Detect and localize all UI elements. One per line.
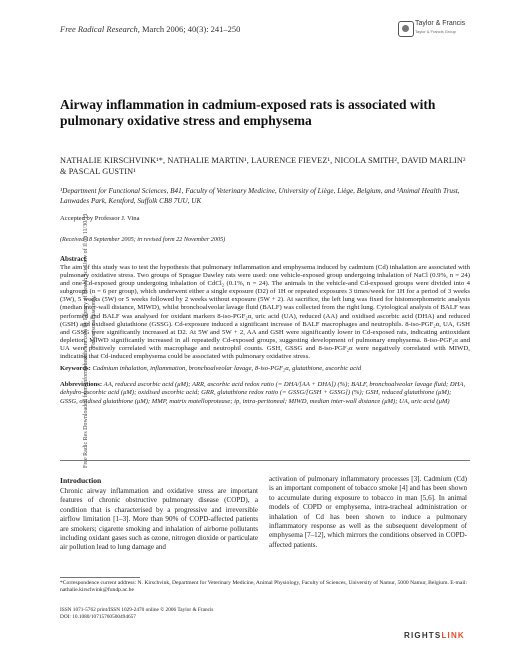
- keywords-label: Keywords:: [60, 365, 91, 372]
- introduction-column-right: activation of pulmonary inflammatory processes [3]. Cadmium (Cd) is an important component of tobacco smoke [4] and has been shown to accumulate during exposure to tobacco in man [5,6]. In animal models of COPD or emphysema, intra-tracheal administration or inhalation of Cd has been shown to induce a pulmonary inflammatory response as well as the subsequent development of emphysema [7–12], which mirrors the conditions observed in COPD-affected patients.: [269, 475, 467, 549]
- abbreviations: [60, 381, 470, 406]
- abstract-text: The aim of this study was to test the hypothesis that pulmonary inflammation and emphysema induced by cadmium (Cd) inhalation are associated with pulmonary oxidative stress. Two groups of Sprague Dawley rats were used: one vehicle-exposed group undergoing inhalation of NaCl (0.9%, n = 24) and one Cd-exposed group undergoing inhalation of CdCl₂ (0.1%, n = 24). The animals in the vehicle-and Cd-exposed groups were divided into 4 subgroups (n = 6 per group), which underwent either a single exposure (D2) of 1H or repeated exposures 3 times/week for 1H for a period of 3 weeks (3W), 5 weeks (5W) or 5 weeks followed by 2 weeks without exposure (5W + 2). At sacrifice, the left lung was fixed for histomorphometric analysis (median inter-wall distance, MIWD), whilst bronchoalveolar lavage fluid (BALF) was collected from the right lung. Cytological analysis of BALF was performed and BALF was analysed for oxidant markers 8-iso-PGF₂α, uric acid (UA), reduced (AA) and oxidised ascorbic acid (DHA) and reduced (GSH) and oxidised glutathione (GSSG). Cd-exposure induced a significant increase of BALF macrophages and neutrophils. 8-iso-PGF₂α, UA, GSH and GSSG were significantly increased at D2. At 5W and 5W + 2, AA and GSH were significantly lower in Cd-exposed rats, indicating antioxidant depletion. MIWD significantly increased in all repeatedly Cd-exposed groups, suggesting development of pulmonary emphysema. 8-iso-PGF₂α and UA were positively correlated with macrophage and neutrophil counts. GSH, GSSG and 8-iso-PGF₂α were negatively correlated with MIWD, indicating that Cd-induced emphysema could be associated with pulmonary oxidative stress.: [60, 264, 470, 361]
- accepted-by: Accepted by Professor J. Vina: [60, 215, 140, 222]
- footnote-divider: [60, 577, 140, 578]
- journal-citation: March 2006; 40(3): 241–250: [141, 24, 241, 34]
- keywords-text: Cadmium inhalation, inflammation, bronchoalveolar lavage, 8-iso-PGF₂α, glutathione, ascorbic acid: [92, 365, 362, 372]
- correspondence-footnote: *Correspondence current address: N. Kirschvink, Department for Veterinary Medicine, Animal Physiology, Faculty of Sciences, University of Namur, 5000 Namur, Belgium. E-mail: nathalie.kirschvink@fundp.ac.be: [60, 580, 468, 593]
- author-list: NATHALIE KIRSCHVINK¹*, NATHALIE MARTIN¹, LAURENCE FIEVEZ¹, NICOLA SMITH², DAVID MARLIN² & PASCAL GUSTIN¹: [60, 156, 466, 176]
- issn-line: ISSN 1071-5762 print/ISSN 1029-2470 online © 2006 Taylor & Francis: [60, 607, 214, 613]
- abstract-heading: Abstract: [60, 255, 87, 263]
- publisher-subname: Taylor & Francis Group: [415, 29, 456, 34]
- abbreviations-text: AA, reduced ascorbic acid (μM); ARR, ascorbic acid redox ratio (= DHA/[AA + DHA]) (%); BALF, bronchoalveolar lavage fluid; DHA, dehydro-ascorbic acid (μM); oxidised ascorbic acid; GRR, glutathione redox ratio (= GSSG/[GSH + GSSG]) (%); GSH, reduced glutathione (μM); GSSG, oxidised glutathione (μM); MMP, matrix matelloprotease; ip, intra-peritoneal; MIWD, median inter-wall distance (μM); UA, uric acid (μM): [60, 381, 466, 405]
- watermark-line-1: Free Radic Res Downloaded from informahealthcare.com by Library of Health Sci-Univ of Il on 11/30/11: [83, 213, 89, 468]
- issn-block: [60, 607, 213, 620]
- journal-name: Free Radical Research,: [60, 24, 140, 34]
- publisher-logo-icon: [398, 21, 414, 37]
- journal-header: [60, 24, 240, 34]
- received-dates: (Received 18 September 2005; in revised form 22 November 2005): [60, 236, 226, 243]
- publisher-logo: [398, 17, 466, 41]
- introduction-column-left: Chronic airway inflammation and oxidative stress are important features of chronic obstructive pulmonary disease (COPD), a condition that is characterised by a progressive and irreversible airflow limitation [1–3]. More than 90% of COPD-affected patients are smokers; cigarette smoking and inhalation of airborne pollutants including oxidant gases such as ozone, nitrogen dioxide or particulate air pollution lead to lung damage and: [60, 487, 258, 552]
- introduction-heading: Introduction: [60, 476, 102, 485]
- divider: [60, 460, 470, 461]
- article-title: Airway inflammation in cadmium-exposed rats is associated with pulmonary oxidative stress and emphysema: [60, 97, 436, 128]
- rightslink-part-b: LINK: [441, 631, 465, 640]
- publisher-name: Taylor & Francis: [415, 20, 466, 27]
- rightslink-part-a: RIGHTS: [404, 631, 442, 640]
- abbreviations-label: Abbreviations:: [60, 381, 103, 388]
- affiliations: ¹Department for Functional Sciences, B41, Faculty of Veterinary Medicine, University of Liège, Liège, Belgium, and ²Animal Health Trust, Lanwades Park, Kentford, Suffolk CB8 7UU, UK: [60, 187, 460, 205]
- keywords: [60, 365, 470, 373]
- watermark-line-2: For personal use only.: [91, 295, 97, 348]
- rightslink-logo[interactable]: [404, 631, 465, 640]
- doi-line: DOI: 10.1080/10715760500494657: [60, 613, 136, 620]
